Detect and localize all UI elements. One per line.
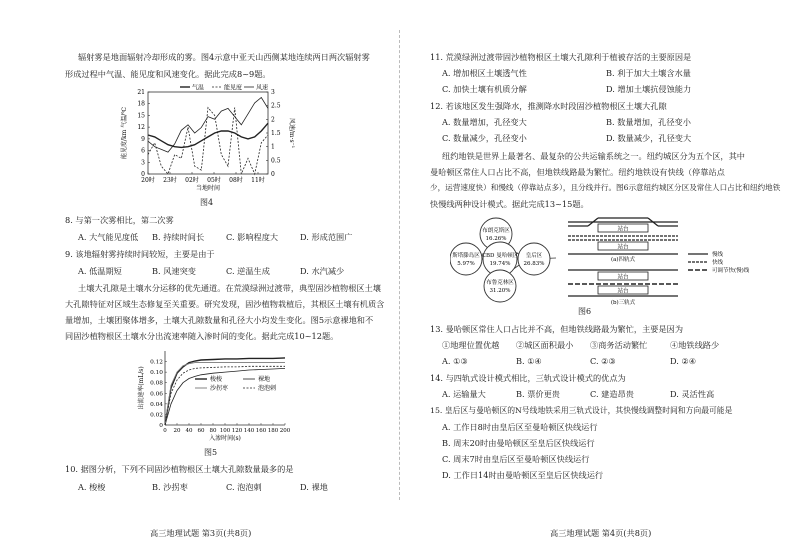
fig4-y2-tick-label: 2.5: [271, 102, 281, 110]
fig4-y2-tick-label: 3: [271, 89, 275, 96]
q9-stem: 9. 该地辐射雾持续时间较短，主要是由于: [65, 249, 215, 259]
fig5-y-tick-label: 0: [159, 423, 163, 429]
fig4-y2-tick-label: 0: [271, 171, 275, 178]
q11-option-a[interactable]: A. 增加根区土壤透气性: [442, 68, 527, 78]
figure-4-chart: [118, 82, 296, 208]
q13-option-a[interactable]: A. ①③: [442, 356, 468, 366]
district-staten-island: [450, 243, 482, 275]
q11-option-b[interactable]: B. 利于加大土壤含水量: [606, 68, 691, 78]
district-brooklyn: [484, 270, 516, 302]
fig5-x-tick-label: 80: [209, 428, 217, 434]
fig4-legend-label: 风速: [256, 84, 269, 92]
fig4-y-tick-label: 21: [137, 89, 145, 96]
bronx-pct: 16.26%: [485, 236, 507, 242]
q13-option-b[interactable]: B. ①④: [516, 356, 542, 366]
fig5-x-tick-label: 120: [231, 428, 243, 434]
q9-option-a[interactable]: A. 低温期短: [78, 266, 122, 276]
fig4-y2-tick-label: 0.5: [271, 157, 281, 165]
q12-option-a[interactable]: A. 数量增加，孔径变大: [442, 117, 527, 127]
brooklyn-pct: 31.20%: [489, 288, 511, 294]
mode-b-label: (b)三轨式: [610, 300, 636, 306]
intro2-line-4: 同固沙植物根区土壤水分出流速率随入渗时间的变化。据此完成10~12题。: [65, 331, 339, 341]
fig4-plot-frame: [148, 92, 268, 174]
intro2-line-2: 大孔隙特征对区域生态修复至关重要。研究发现，固沙植物栽植后，其根区土壤有机质含: [65, 299, 385, 309]
fig5-x-tick-label: 100: [219, 428, 231, 434]
fig5-y-tick-label: 0.12: [150, 359, 163, 366]
intro-line-1: 辐射雾是地面辐射冷却形成的雾。图4示意中亚天山西侧某地连续两日两次辐射雾: [78, 52, 370, 62]
q13-item-3: ③商务活动繁忙: [590, 340, 648, 350]
legend-slow: 慢线: [712, 252, 724, 258]
fig4-x-tick-label: 23时: [163, 177, 177, 184]
q10-option-d[interactable]: D. 裸地: [300, 482, 328, 492]
fig5-y-tick-label: 0.10: [150, 370, 163, 377]
q15-option-d[interactable]: D. 工作日14时由曼哈顿区至皇后区快线运行: [442, 470, 604, 480]
track-mode-b: [568, 270, 678, 306]
q13-item-4: ④地铁线路少: [670, 340, 720, 350]
figure-4-caption: 图4: [200, 198, 214, 207]
q13-option-d[interactable]: D. ②④: [670, 356, 697, 366]
q8-option-b[interactable]: B. 持续时间长: [152, 232, 205, 242]
fig5-x-tick-label: 140: [243, 428, 255, 434]
q9-option-c[interactable]: C. 逆温生成: [226, 266, 270, 276]
fig4-y-tick-label: 6: [141, 147, 145, 155]
brooklyn-name: 布鲁克林区: [486, 280, 514, 286]
q12-option-d[interactable]: D. 数量减少，孔径变大: [606, 133, 692, 143]
fig5-y-tick-label: 0.06: [150, 391, 163, 398]
district-map: [450, 218, 556, 302]
fig5-y-title: 出流速率(mL/s): [138, 366, 145, 410]
intro-line-2: 形成过程中气温、能见度和风速变化。据此完成8~9题。: [65, 69, 271, 79]
fig5-x-tick-label: 40: [185, 428, 193, 434]
fig4-y-tick-label: 9: [141, 135, 145, 143]
fig4-y2-tick-label: 1.5: [271, 130, 281, 137]
q8-option-a[interactable]: A. 大气能见度低: [78, 232, 139, 242]
q14-stem: 14. 与四轨式设计模式相比，三轨式设计模式的优点为: [430, 373, 626, 383]
fig5-x-tick-label: 0: [163, 428, 167, 434]
fig5-y-tick-label: 0.04: [150, 401, 163, 408]
figure-6-caption: 图6: [578, 307, 592, 316]
q10-option-c[interactable]: C. 泡泡刺: [226, 482, 262, 492]
bronx-name: 布朗克斯区: [482, 228, 510, 234]
staten-pct: 5.97%: [457, 261, 475, 267]
q14-option-b[interactable]: B. 票价更贵: [516, 389, 560, 399]
mode-a-label: (a)四轨式: [610, 257, 636, 263]
fig4-y2-title: 风速/m·s⁻¹: [288, 117, 295, 149]
fig4-y2-tick-label: 2: [271, 116, 275, 124]
q11-option-d[interactable]: D. 增加土壤抗侵蚀能力: [606, 84, 692, 94]
fig5-legend-label: 泡泡刺: [258, 385, 277, 392]
left-footer: 高三地理试题 第3页(共8页): [150, 528, 252, 538]
fig5-legend-label: 沙拐枣: [210, 385, 229, 392]
legend-adjustable: 可调节快(慢)线: [712, 268, 750, 274]
q13-item-2: ②城区面积最小: [516, 340, 574, 350]
legend-fast: 快线: [712, 260, 724, 266]
fig4-y-title: 能见度/km 气温/℃: [121, 107, 128, 159]
q13-item-1: ①地理位置优越: [442, 340, 500, 350]
q12-option-c[interactable]: C. 数量减少，孔径变小: [442, 133, 527, 143]
q11-option-c[interactable]: C. 加快土壤有机质分解: [442, 84, 527, 94]
fig5-x-tick-label: 200: [279, 428, 291, 434]
fig4-y-tick-label: 3: [141, 159, 145, 167]
fig5-x-tick-label: 60: [197, 428, 205, 434]
fig5-y-tick-label: 0.08: [150, 380, 163, 387]
station-label-a1: 站台: [617, 226, 629, 233]
intro2-line-1: 土壤大孔隙是土壤水分运移的优先通道。在荒漠绿洲过渡带，典型固沙植物根区土壤: [78, 283, 381, 293]
q8-option-d[interactable]: D. 形成范围广: [300, 232, 353, 242]
fig4-y-tick-label: 15: [137, 112, 145, 120]
fig4-y-tick-label: 0: [141, 171, 145, 178]
right-footer: 高三地理试题 第4页(共8页): [550, 528, 652, 538]
right-page: [400, 0, 800, 558]
right-intro-line-4: 快慢线两种设计模式。据此完成13~15题。: [430, 199, 589, 209]
fig4-x-tick-label: 11时: [251, 177, 265, 184]
intro2-line-3: 量增加，土壤团聚体增多，土壤大孔隙数量和孔径大小均发生变化。图5示意裸地和不: [65, 315, 374, 325]
right-intro-line-3: 少，运营速度快）和慢线（停靠站点多），且分线并行。图6示意纽约城区分区及常住人口占比和纽约地铁: [430, 183, 781, 192]
q13-option-c[interactable]: C. ②③: [590, 356, 616, 366]
fig5-x-tick-label: 20: [173, 428, 181, 434]
q12-stem: 12. 若该地区发生强降水，推测降水时段固沙植物根区土壤大孔隙: [430, 101, 667, 111]
queens-name: 皇后区: [525, 253, 543, 259]
fig4-y-tick-label: 12: [137, 124, 145, 132]
fig5-legend-label: 梭梭: [210, 376, 223, 383]
q11-stem: 11. 荒漠绿洲过渡带固沙植物根区土壤大孔隙利于植被存活的主要原因是: [430, 52, 692, 62]
fig5-x-tick-label: 160: [255, 428, 267, 434]
q12-option-b[interactable]: B. 数量增加，孔径变小: [606, 117, 691, 127]
right-intro-line-1: 纽约地铁是世界上最著名、最复杂的公共运输系统之一。纽约城区分为五个区，其中: [442, 151, 745, 161]
q15-option-c[interactable]: C. 周末7时由皇后区至曼哈顿区快线运行: [442, 454, 590, 464]
q14-option-c[interactable]: C. 建造昂贵: [590, 389, 634, 399]
fig4-x-tick-label: 08时: [229, 177, 243, 184]
q15-option-a[interactable]: A. 工作日8时由皇后区至曼哈顿区快线运行: [442, 422, 598, 432]
figure-5-chart: [135, 345, 295, 447]
q13-stem: 13. 曼哈顿区常住人口占比并不高，但地铁线路最为繁忙，主要是因为: [430, 324, 684, 334]
fig5-x-tick-label: 180: [267, 428, 279, 434]
fig4-legend-label: 能见度: [224, 84, 243, 92]
fig4-legend-label: 气温: [192, 84, 205, 92]
staten-name: 斯塔滕岛区: [452, 253, 480, 259]
station-label-a2: 站台: [617, 244, 629, 251]
right-intro-line-2: 曼哈顿区常住人口占比不高，但地铁线路最为繁忙。纽约地铁设有快线（停靠站点: [430, 167, 725, 177]
q15-stem: 15. 皇后区与曼哈顿区的N号线地铁采用三轨式设计，其快慢线调整时间和方向最可能是: [430, 406, 733, 415]
q10-stem: 10. 据图分析，下列不同固沙植物根区土壤大孔隙数量最多的是: [65, 464, 294, 474]
fig5-y-tick-label: 0.02: [150, 412, 163, 419]
fig4-x-tick-label: 20时: [141, 177, 155, 184]
fig4-x-title: 当地时间: [195, 185, 221, 192]
q14-option-d[interactable]: D. 灵活性高: [670, 389, 715, 399]
q10-option-b[interactable]: B. 沙拐枣: [152, 482, 188, 492]
q14-option-a[interactable]: A. 运输量大: [442, 389, 486, 399]
q8-stem: 8. 与第一次雾相比，第二次雾: [65, 215, 174, 225]
fig4-y-tick-label: 18: [137, 100, 145, 108]
station-label-b1: 站台: [617, 274, 629, 281]
station-label-b2: 站台: [617, 288, 629, 295]
figure-5-caption: 图5: [204, 448, 218, 457]
q10-option-a[interactable]: A. 梭梭: [78, 482, 106, 492]
q9-option-b[interactable]: B. 风速突变: [152, 266, 196, 276]
manhattan-name: CBD 曼哈顿区: [481, 253, 519, 259]
fig4-x-tick-label: 02时: [185, 177, 199, 184]
manhattan-pct: 19.74%: [489, 261, 511, 267]
fig4-series-2: [148, 108, 268, 174]
figure-6-diagram: [450, 214, 770, 306]
q9-option-d[interactable]: D. 水汽减少: [300, 266, 345, 276]
figure-6-legend: [688, 250, 750, 274]
fig4-y2-tick-label: 1: [271, 143, 275, 151]
fig5-legend-label: 裸地: [258, 376, 271, 383]
fig5-x-title: 入渗时间(s): [209, 435, 241, 442]
q15-option-b[interactable]: B. 周末20时由曼哈顿区至皇后区快线运行: [442, 438, 595, 448]
track-mode-a: [568, 218, 678, 263]
fig4-x-tick-label: 05时: [207, 177, 221, 184]
district-queens: [518, 243, 550, 275]
fig4-series-1: [148, 123, 268, 147]
q8-option-c[interactable]: C. 影响程度大: [226, 232, 279, 242]
queens-pct: 26.83%: [523, 261, 545, 267]
